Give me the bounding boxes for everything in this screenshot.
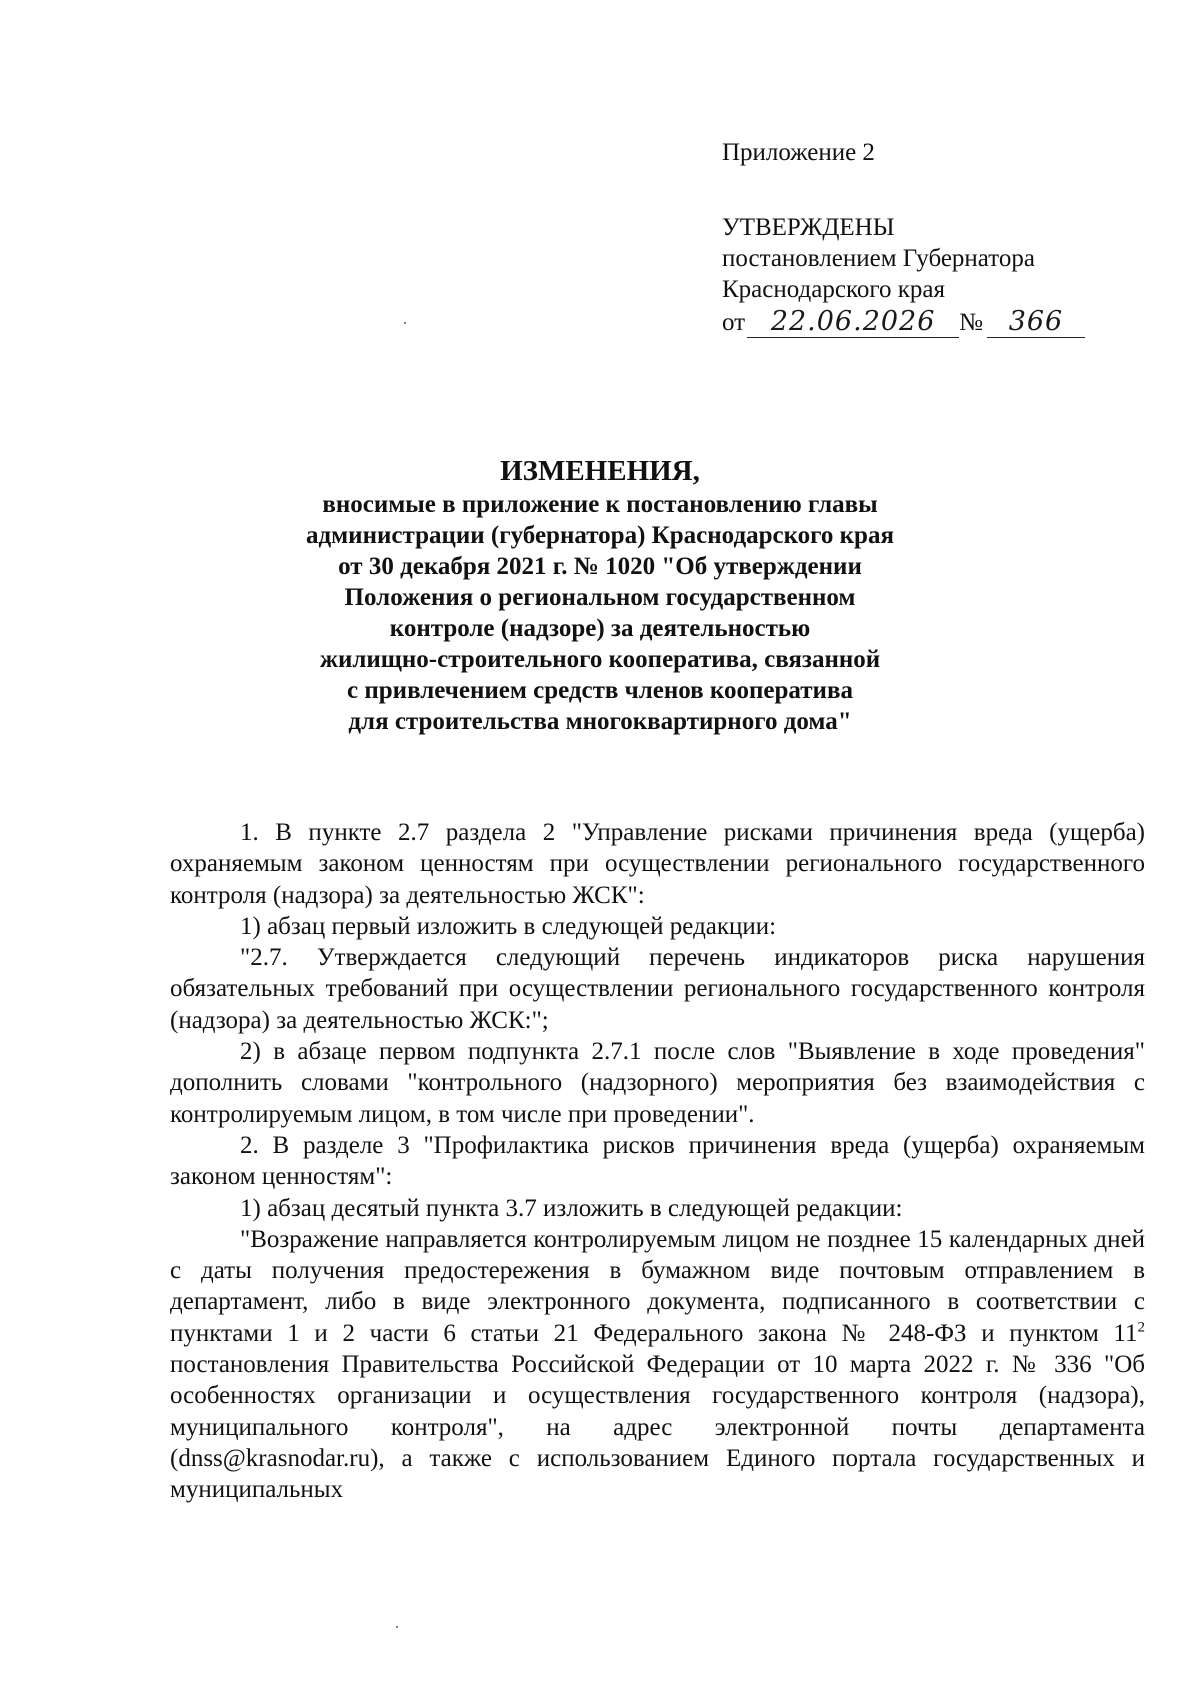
scan-speck <box>404 322 406 324</box>
paragraph-1: 1. В пункте 2.7 раздела 2 "Управление рисками причинения вреда (ущерба) охраняемым законом ценностям при осуществлении регионального государственного контроля (надзора) за деятельностью ЖСК": <box>170 819 1145 909</box>
date-prefix: от <box>722 309 746 336</box>
paragraph-3: "2.7. Утверждается следующий перечень индикаторов риска нарушения обязательных требований при осуществлении регионального государственного контроля (надзора) за деятельностью ЖСК:"; <box>170 944 1145 1034</box>
title-line: администрации (губернатора) Краснодарского края <box>306 522 894 549</box>
scan-speck <box>396 1626 398 1628</box>
approval-block <box>722 137 1142 338</box>
paragraph-7-text-a: "Возражение направляется контролируемым лицом не позднее 15 календарных дней с даты получения предостережения в бумажном виде почтовым отправлением в департамент, либо в виде электронного документа, подписанного в соответствии с пунктами 1 и 2 части 6 статьи 21 Федерального закона № 248-ФЗ и пунктом 11 <box>170 1225 1145 1347</box>
number-prefix: № <box>959 309 983 336</box>
title-line: жилищно-строительного кооператива, связанной <box>319 646 881 673</box>
paragraph-5: 2. В разделе 3 "Профилактика рисков причинения вреда (ущерба) охраняемым законом ценностям": <box>170 1131 1145 1191</box>
approved-by-line-2: Краснодарского края <box>722 276 945 303</box>
title-main: ИЗМЕНЕНИЯ, <box>500 455 700 487</box>
paragraph-6: 1) абзац десятый пункта 3.7 изложить в следующей редакции: <box>240 1194 903 1222</box>
handwritten-number: 366 <box>987 307 1085 338</box>
title-line: контроле (надзоре) за деятельностью <box>389 615 811 642</box>
document-body <box>170 817 1145 1506</box>
superscript-index: 2 <box>1137 1319 1145 1336</box>
title-line: для строительства многоквартирного дома" <box>348 708 852 735</box>
title-line: от 30 декабря 2021 г. № 1020 "Об утверждении <box>338 553 862 580</box>
approved-by-line-1: постановлением Губернатора <box>722 245 1035 272</box>
paragraph-7 <box>170 1224 1145 1506</box>
title-line: вносимые в приложение к постановлению главы <box>322 491 878 518</box>
handwritten-date: 22.06.2026 <box>747 307 959 338</box>
date-number-line <box>722 307 1142 338</box>
document-title <box>150 455 1050 737</box>
paragraph-7-text-b: постановления Правительства Российской Федерации от 10 марта 2022 г. № 336 "Об особенностях организации и осуществления государственного контроля (надзора), муниципального контроля", на адрес электронной почты департамента (dnss@krasnodar.ru), а также с использованием Единого портала государственных и муниципальных <box>170 1351 1145 1504</box>
paragraph-4: 2) в абзаце первом подпункта 2.7.1 после слов "Выявление в ходе проведения" дополнить словами "контрольного (надзорного) мероприятия без взаимодействия с контролируемым лицом, в том числе при проведении". <box>170 1038 1145 1128</box>
paragraph-2: 1) абзац первый изложить в следующей редакции: <box>240 912 777 940</box>
title-line: Положения о региональном государственном <box>344 584 856 611</box>
approved-label: УТВЕРЖДЕНЫ <box>722 214 895 241</box>
appendix-label: Приложение 2 <box>722 139 875 166</box>
title-line: с привлечением средств членов кооператива <box>347 677 853 704</box>
